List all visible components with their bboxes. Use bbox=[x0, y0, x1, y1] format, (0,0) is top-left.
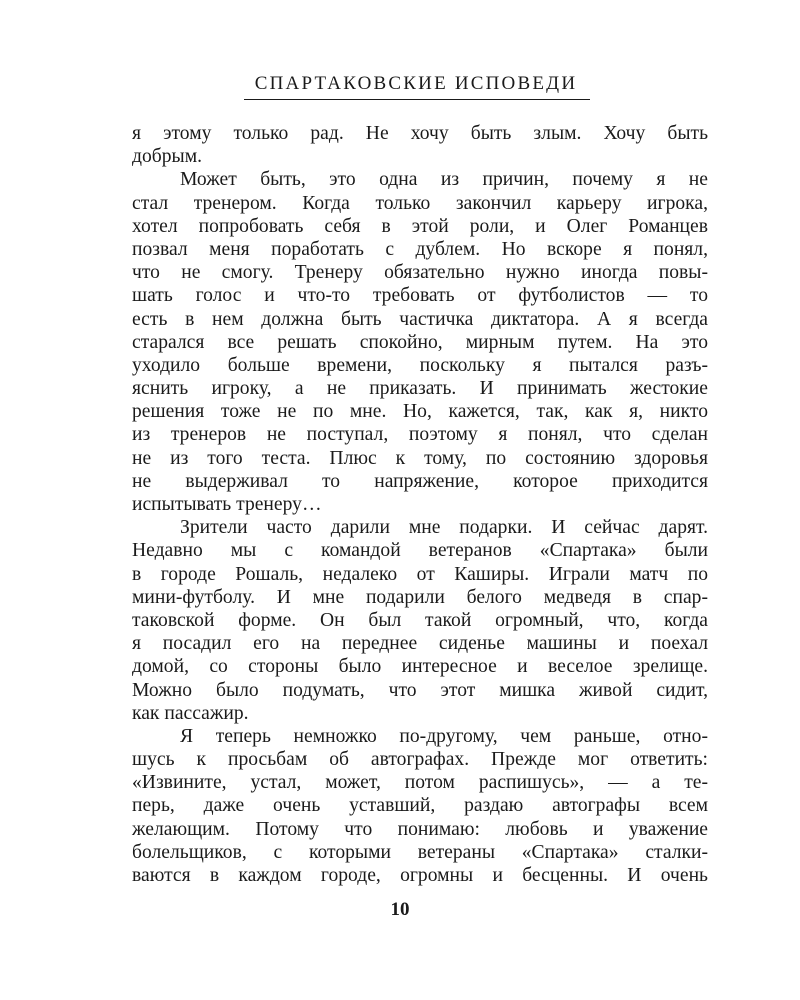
text-line: есть в нем должна быть частичка диктатора. А я всегда bbox=[132, 308, 708, 330]
text-line: шусь к просьбам об автографах. Прежде мог ответить: bbox=[132, 749, 708, 771]
text-line: домой, со стороны было интересное и веселое зрелище. bbox=[132, 656, 708, 678]
text-line: что не смогу. Тренеру обязательно нужно иногда повы- bbox=[132, 262, 708, 284]
text-line: яснить игроку, а не приказать. И принимать жестокие bbox=[132, 378, 708, 400]
body-text bbox=[132, 122, 708, 887]
text-line: Может быть, это одна из причин, почему я не bbox=[180, 169, 708, 191]
text-line: позвал меня поработать с дублем. Но вскоре я понял, bbox=[132, 238, 708, 260]
text-line: из тренеров не поступал, поэтому я понял, что сделан bbox=[132, 424, 708, 446]
header-rule bbox=[244, 99, 590, 100]
text-line: как пассажир. bbox=[132, 702, 249, 724]
text-line: Можно было подумать, что этот мишка живой сидит, bbox=[132, 679, 708, 701]
text-line: ваются в каждом городе, огромны и бесценны. И очень bbox=[132, 865, 708, 886]
running-title: СПАРТАКОВСКИЕ ИСПОВЕДИ bbox=[254, 73, 578, 94]
text-line: хотел попробовать себя в этой роли, и Олег Романцев bbox=[132, 215, 708, 237]
text-line: мини-футболу. И мне подарили белого медведя в спар- bbox=[132, 586, 708, 608]
text-line: шать голос и что-то требовать от футболистов — то bbox=[132, 285, 708, 307]
text-line: я этому только рад. Не хочу быть злым. Хочу быть bbox=[132, 123, 708, 144]
text-line: я посадил его на переднее сиденье машины и поехал bbox=[132, 633, 708, 655]
text-line: старался все решать спокойно, мирным путем. На это bbox=[132, 331, 708, 353]
text-line: «Извините, устал, может, потом распишусь», — а те- bbox=[132, 772, 708, 794]
text-line: Я теперь немножко по-другому, чем раньше, отно- bbox=[180, 725, 708, 747]
page-number: 10 bbox=[390, 899, 410, 920]
text-line: добрым. bbox=[132, 146, 202, 168]
text-line: желающим. Потому что понимаю: любовь и уважение bbox=[132, 818, 708, 840]
text-line: стал тренером. Когда только закончил карьеру игрока, bbox=[132, 192, 708, 214]
text-line: не выдерживал то напряжение, которое приходится bbox=[132, 470, 708, 492]
text-line: Зрители часто дарили мне подарки. И сейчас дарят. bbox=[180, 517, 708, 539]
text-line: болельщиков, с которыми ветераны «Спартака» сталки- bbox=[132, 841, 708, 863]
text-line: уходило больше времени, поскольку я пытался разъ- bbox=[132, 354, 708, 376]
text-line: не из того теста. Плюс к тому, по состоянию здоровья bbox=[132, 447, 708, 469]
text-line: испытывать тренеру… bbox=[132, 494, 322, 515]
text-line: Недавно мы с командой ветеранов «Спартака» были bbox=[132, 540, 708, 562]
text-line: в городе Рошаль, недалеко от Каширы. Играли матч по bbox=[132, 563, 708, 585]
text-line: решения тоже не по мне. Но, кажется, так, как я, никто bbox=[132, 401, 708, 423]
text-line: таковской форме. Он был такой огромный, что, когда bbox=[132, 609, 708, 631]
text-line: перь, даже очень уставший, раздаю автографы всем bbox=[132, 795, 708, 817]
